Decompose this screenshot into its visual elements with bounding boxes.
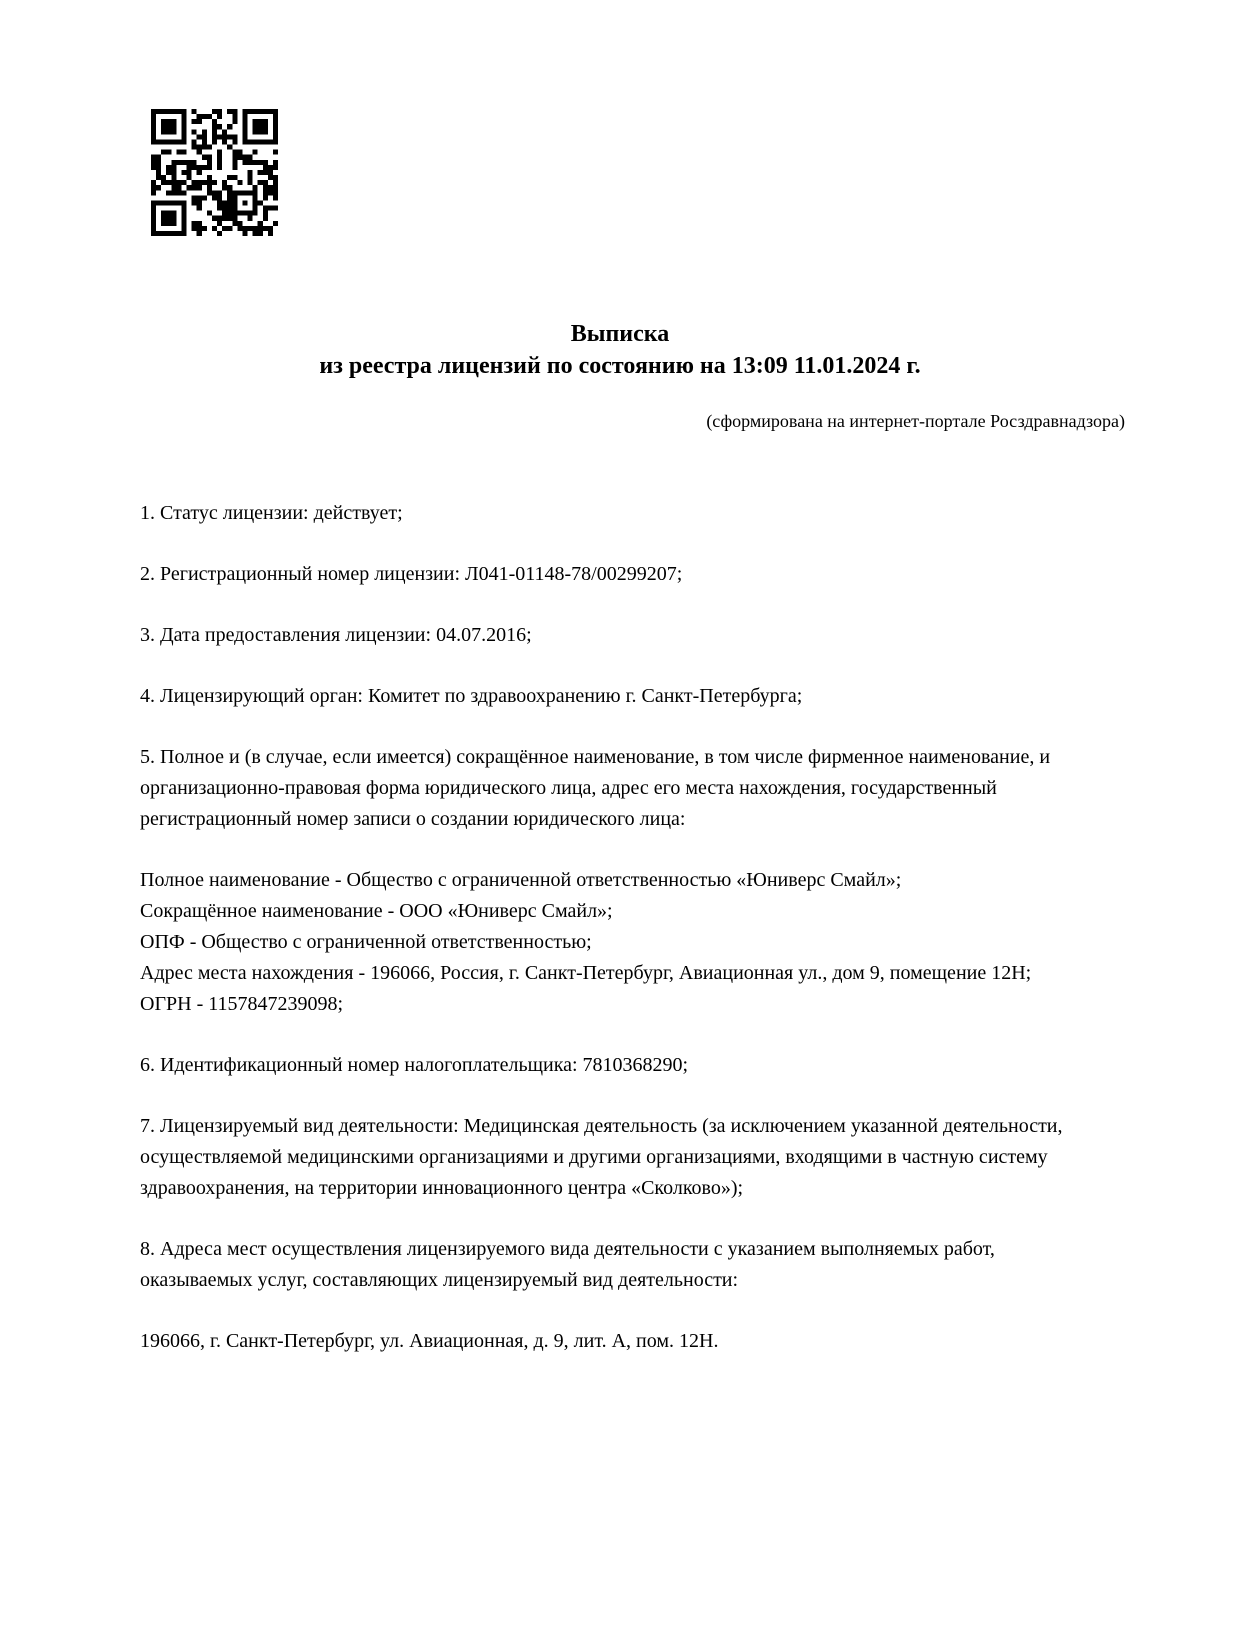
paragraph-license-status: 1. Статус лицензии: действует; bbox=[140, 502, 403, 524]
paragraph-license-date: 3. Дата предоставления лицензии: 04.07.2016; bbox=[140, 624, 532, 646]
title-line-1: Выписка bbox=[570, 321, 670, 347]
company-short-name: Сокращённое наименование - ООО «Юниверс Смайл»; bbox=[140, 900, 613, 922]
qr-code-image bbox=[151, 109, 278, 236]
paragraph-licensing-authority: 4. Лицензирующий орган: Комитет по здравоохранению г. Санкт-Петербурга; bbox=[140, 685, 803, 707]
qr-code-icon bbox=[151, 109, 278, 236]
company-ogrn: ОГРН - 1157847239098; bbox=[140, 993, 344, 1015]
company-details bbox=[140, 865, 1100, 1020]
paragraph-activity-address: 196066, г. Санкт-Петербург, ул. Авиационная, д. 9, лит. А, пом. 12Н. bbox=[140, 1330, 719, 1352]
document-body bbox=[140, 498, 1100, 1357]
title-line-2: из реестра лицензий по состоянию на 13:09 11.01.2024 г. bbox=[319, 353, 921, 379]
company-full-name: Полное наименование - Общество с ограниченной ответственностью «Юниверс Смайл»; bbox=[140, 869, 902, 891]
formation-note: (сформирована на интернет-портале Росздравнадзора) bbox=[706, 411, 1125, 431]
paragraph-license-number: 2. Регистрационный номер лицензии: Л041-01148-78/00299207; bbox=[140, 563, 683, 585]
paragraph-inn: 6. Идентификационный номер налогоплательщика: 7810368290; bbox=[140, 1054, 689, 1076]
company-address: Адрес места нахождения - 196066, Россия, г. Санкт-Петербург, Авиационная ул., дом 9, помещение 12Н; bbox=[140, 962, 1032, 984]
paragraph-activity-type: 7. Лицензируемый вид деятельности: Медицинская деятельность (за исключением указанной деятельности, осуществляемой медицинскими организациями и другими организациями, входящими в частную систему здравоохранения, на территории инновационного центра «Сколково»); bbox=[140, 1115, 1063, 1199]
paragraph-activity-addresses-heading: 8. Адреса мест осуществления лицензируемого вида деятельности с указанием выполняемых работ, оказываемых услуг, составляющих лицензируемый вид деятельности: bbox=[140, 1238, 995, 1291]
company-legal-form: ОПФ - Общество с ограниченной ответственностью; bbox=[140, 931, 592, 953]
paragraph-legal-entity-heading: 5. Полное и (в случае, если имеется) сокращённое наименование, в том числе фирменное наименование, и организационно-правовая форма юридического лица, адрес его места нахождения, государственный регистрационный номер записи о создании юридического лица: bbox=[140, 746, 1051, 830]
